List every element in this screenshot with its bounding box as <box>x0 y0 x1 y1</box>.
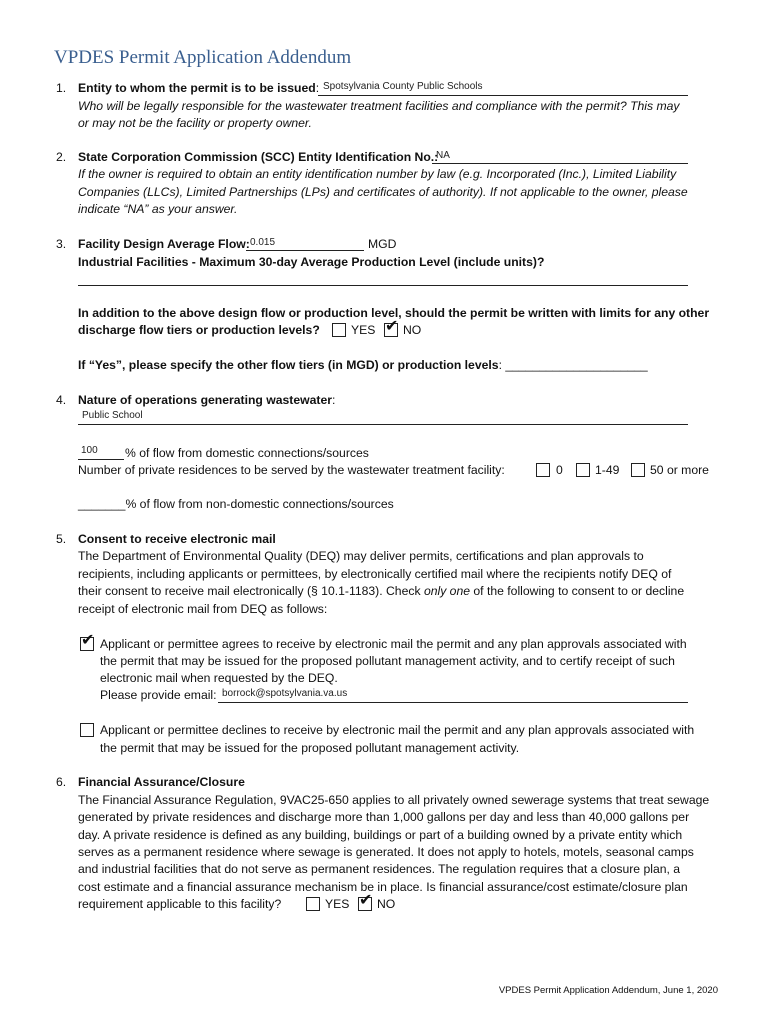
q1-help-line-1: Who will be legally responsible for the wastewater treatment facilities and compliance with the permit? This may <box>78 99 680 113</box>
q5-agree-line-3: electronic mail when requested by the DEQ. <box>100 671 338 685</box>
q4-domestic-text: % of flow from domestic connections/sources <box>125 446 369 460</box>
q4-domestic-field[interactable]: 100 <box>81 445 98 456</box>
checkmark-icon: ✔ <box>359 890 373 909</box>
q3-flow-field[interactable]: 0.015 <box>250 237 276 248</box>
q6-label: Financial Assurance/Closure <box>78 775 245 789</box>
q5-decline-line-2: the permit that may be issued for the proposed pollutant management activity. <box>100 741 520 755</box>
q2-help-line-2: Companies (LLCs), Limited Partnerships (LPs) and certificates of authority). If not applicable to the owner, please <box>78 185 688 199</box>
q6-para-7: requirement applicable to this facility? <box>78 897 282 911</box>
q3-no-checkbox[interactable] <box>384 316 399 337</box>
q2-help-line-1: If the owner is required to obtain an entity identification number by law (e.g. Incorporated (Inc.), Limited Liability <box>78 167 677 181</box>
q5-para-2: recipients, including applicants or permittees, by electronically certified mail where the recipients notify DEQ of <box>78 567 672 581</box>
q5-para-1: The Department of Environmental Quality (DEQ) may deliver permits, certifications and plan approvals to <box>78 549 644 563</box>
q5-decline-checkbox[interactable] <box>80 723 94 737</box>
checkmark-icon: ✔ <box>81 630 95 649</box>
q4-nature-field[interactable]: Public School <box>82 410 143 421</box>
q3-tiers-question-2: discharge flow tiers or production levels? <box>78 323 320 337</box>
q6-yes-label: YES <box>325 897 350 911</box>
q3-tiers-question-1: In addition to the above design flow or production level, should the permit be written with limits for any other <box>78 306 710 320</box>
q2-scc-id-field[interactable]: NA <box>436 150 450 161</box>
q2-field-line <box>432 163 688 164</box>
q3-yes-checkbox[interactable] <box>332 323 346 337</box>
q4-residences-50-checkbox[interactable] <box>631 463 645 477</box>
q3-industrial-label: Industrial Facilities - Maximum 30-day Average Production Level (include units)? <box>78 255 545 269</box>
q5-para-4: receipt of electronic mail from DEQ as follows: <box>78 602 328 616</box>
q3-number: 3. <box>56 237 67 251</box>
q1-label: Entity to whom the permit is to be issued: <box>78 81 320 95</box>
q3-no-label: NO <box>403 323 422 337</box>
q6-para-6: cost estimate and a financial assurance mechanism be in place. Is financial assurance/cost estimate/closure plan <box>78 880 688 894</box>
q3-industrial-field[interactable] <box>78 285 688 286</box>
q6-no-label: NO <box>377 897 396 911</box>
q1-field-line <box>318 95 688 96</box>
q4-residences-1-49-label: 1-49 <box>595 463 620 477</box>
q3-unit: MGD <box>368 237 397 251</box>
q5-label: Consent to receive electronic mail <box>78 532 276 546</box>
q5-email-label: Please provide email: <box>100 688 217 702</box>
q4-nondomestic-field[interactable]: _______ <box>78 497 126 511</box>
q2-label: State Corporation Commission (SCC) Entity Identification No.: <box>78 150 439 164</box>
q6-para-5: and industrial facilities that do not serve as permanent residences. The regulation requires that a closure plan, a <box>78 862 681 876</box>
q4-residences-label: Number of private residences to be served by the wastewater treatment facility: <box>78 463 505 477</box>
page-footer: VPDES Permit Application Addendum, June 1, 2020 <box>498 985 718 996</box>
q1-number: 1. <box>56 81 67 95</box>
q5-para-3: their consent to receive mail electronically (§ 10.1-1183). Check only one of the following to consent to or decline <box>78 584 685 598</box>
q4-nondomestic: _______% of flow from non-domestic connections/sources <box>78 497 394 511</box>
q5-number: 5. <box>56 532 67 546</box>
q4-residences-1-49-checkbox[interactable] <box>576 463 590 477</box>
document-title: VPDES Permit Application Addendum <box>54 47 352 68</box>
q5-decline-line-1: Applicant or permittee declines to receive by electronic mail the permit and any plan approvals associated with <box>100 723 695 737</box>
q1-entity-field[interactable]: Spotsylvania County Public Schools <box>323 81 483 92</box>
q6-para-1: The Financial Assurance Regulation, 9VAC25-650 applies to all privately owned sewerage systems that treat sewage <box>78 793 710 807</box>
q3-tiers-field[interactable]: _____________________ <box>505 358 648 372</box>
q6-para-4: serves as a permanent residence where sewage is generated. It does not apply to hotels, motels, seasonal camps <box>78 845 694 859</box>
q1-help-line-2: or may not be the facility or property owner. <box>78 116 312 130</box>
q5-agree-checkbox[interactable] <box>80 630 95 651</box>
q6-yes-checkbox[interactable] <box>306 897 320 911</box>
q3-if-yes: If “Yes”, please specify the other flow tiers (in MGD) or production levels: _____________________ <box>78 358 648 372</box>
q3-label: Facility Design Average Flow: <box>78 237 250 251</box>
q6-para-3: day. A private residence is defined as any building, buildings or part of a building owned by a private entity which <box>78 828 683 842</box>
q4-number: 4. <box>56 393 67 407</box>
q4-label: Nature of operations generating wastewater: <box>78 393 336 407</box>
q4-residences-50-label: 50 or more <box>650 463 709 477</box>
q6-para-2: generated by private residences and discharge more than 1,000 gallons per day and less than 40,000 gallons per <box>78 810 690 824</box>
q5-agree-line-1: Applicant or permittee agrees to receive by electronic mail the permit and any plan approvals associated with <box>100 637 687 651</box>
q4-domestic-line <box>78 459 124 460</box>
q6-no-checkbox[interactable] <box>358 890 373 911</box>
q4-nature-line <box>78 424 688 425</box>
q6-number: 6. <box>56 775 67 789</box>
q2-help-line-3: indicate “NA” as your answer. <box>78 202 238 216</box>
q5-email-field[interactable]: borrock@spotsylvania.va.us <box>222 688 348 699</box>
q4-residences-0-checkbox[interactable] <box>536 463 550 477</box>
checkmark-icon: ✔ <box>385 316 399 335</box>
q5-agree-line-2: the permit that may be issued for the proposed pollutant management activity, and to certify receipt of such <box>100 654 675 668</box>
q5-email-line <box>218 702 688 703</box>
q3-flow-line <box>246 250 364 251</box>
q2-number: 2. <box>56 150 67 164</box>
q4-residences-0-label: 0 <box>556 463 563 477</box>
q3-yes-label: YES <box>351 323 376 337</box>
